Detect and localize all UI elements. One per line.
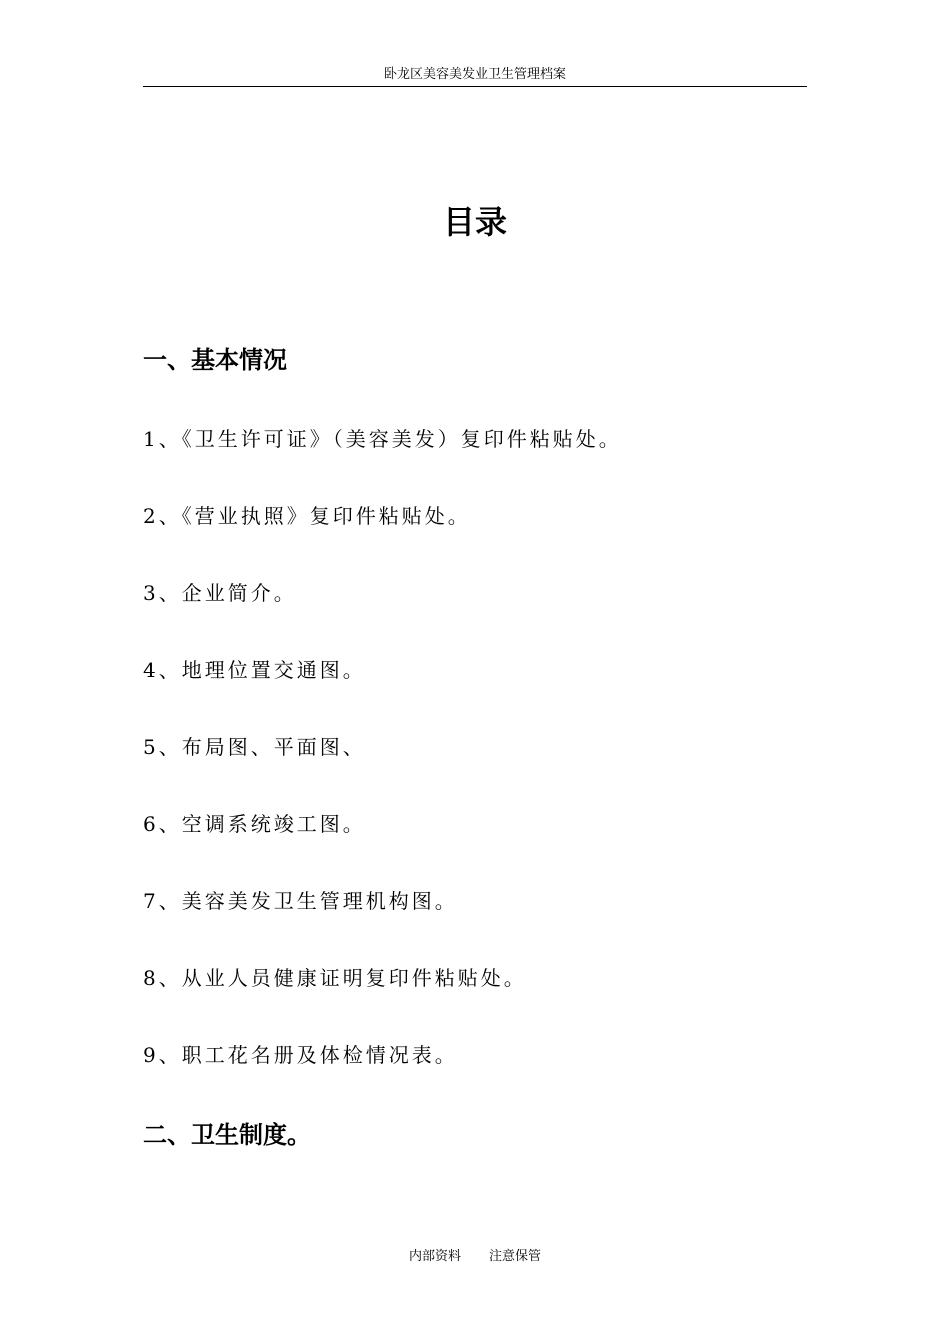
toc-item-5: 5、布局图、平面图、 [143, 735, 366, 759]
section-heading-hygiene: 二、卫生制度。 [143, 1121, 311, 1149]
footer-right-text: 注意保管 [489, 1249, 542, 1264]
page-footer [0, 1248, 950, 1266]
toc-item-9: 9、职工花名册及体检情况表。 [143, 1043, 458, 1067]
toc-item-8: 8、从业人员健康证明复印件粘贴处。 [143, 966, 527, 990]
running-header: 卧龙区美容美发业卫生管理档案 [383, 67, 566, 82]
footer-left-text: 内部资料 [408, 1249, 461, 1264]
toc-item-7: 7、美容美发卫生管理机构图。 [143, 889, 458, 913]
page-title: 目录 [442, 203, 507, 241]
toc-item-6: 6、空调系统竣工图。 [143, 812, 366, 836]
toc-item-4: 4、地理位置交通图。 [143, 658, 366, 682]
toc-item-2: 2、《营业执照》复印件粘贴处。 [143, 504, 471, 528]
toc-item-1: 1、《卫生许可证》（美容美发）复印件粘贴处。 [143, 427, 622, 451]
toc-item-3: 3、企业简介。 [143, 581, 297, 605]
header-rule [143, 86, 807, 87]
section-heading-basic: 一、基本情况 [143, 346, 287, 374]
